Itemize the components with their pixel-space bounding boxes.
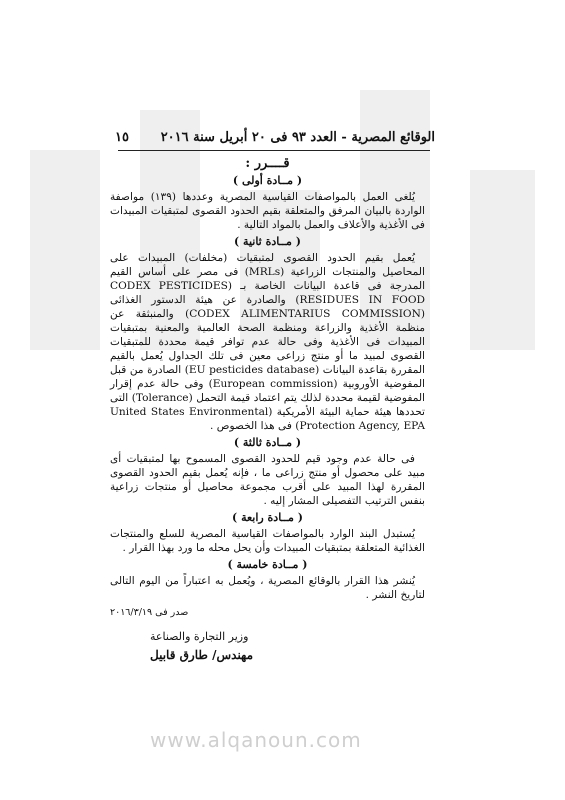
article-1-text: يُلغى العمل بالمواصفات القياسية المصرية وعددها (١٣٩) مواصفة الواردة بالبيان المرفق والمتعلقة بقيم الحدود القصوى لمتبقيات المبيدات فى الأغذية والأعلاف والعمل بالمواد التالية . (110, 191, 425, 231)
article-3-title: ( مــادة ثالثة ) (233, 436, 302, 449)
decides-heading: قــــرر : (245, 156, 290, 171)
page-number: ١٥ (115, 130, 129, 145)
header-title: الوقائع المصرية - العدد ٩٣ فى ٢٠ أبريل سنة ٢٠١٦ (160, 130, 435, 145)
signer-name: مهندس/ طارق قابيل (150, 648, 254, 662)
page-header (115, 130, 435, 150)
article-4-text: يُستبدل البند الوارد بالمواصفات القياسية المصرية للسلع والمنتجات الغذائية المتعلقة بمتبقيات المبيدات وأن يحل محله ما ورد بهذا القرار . (110, 528, 425, 554)
issue-date: صدر فى ٢٠١٦/٣/١٩ (110, 607, 189, 618)
article-3-text: فى حالة عدم وجود قيم للحدود القصوى المسموح بها لمتبقيات أى مبيد على محصول أو منتج زراعى ما ، فإنه يُعمل بقيم الحدود القصوى المقررة لهذا المبيد على أقرب مجموعة محاصيل أو منتجات زراعية بنفس الترتيب التفصيلى المشار إليه . (110, 453, 425, 507)
header-divider (118, 150, 430, 151)
watermark-url: www.alqanoun.com (150, 728, 362, 752)
article-2-text: يُعمل بقيم الحدود القصوى لمتبقيات (مخلفات) المبيدات على المحاصيل والمنتجات الزراعية (MRLs) فى مصر على أساس القيم المدرجة فى قاعدة البيانات الخاصة بـ (CODEX PESTICIDES RESIDUES IN FOOD) والصادرة عن هيئة الدستور الغذائى (CODEX ALIMENTARIUS COMMISSION) والمنبثقة عن منظمة الأغذية والزراعة ومنظمة الصحة العالمية والمعنية بمتبقيات المبيدات فى الأغذية وفى حالة عدم توافر قيمة محددة للمتبقيات القصوى لمبيد ما أو منتج زراعى معين فى تلك الجداول يُعمل بالقيم المقررة بقاعدة البيانات (EU pesticides database) الصادرة من قبل المفوضية الأوروبية (European commission) وفى حالة عدم إقرار المفوضية لقيمة محددة لذلك يتم اعتماد قيمة التحمل (Tolerance) التى تحددها هيئة حماية البيئة الأمريكية (United States Environmental Protection Agency, EPA) فى هذا الخصوص . (110, 252, 426, 432)
minister-title: وزير التجارة والصناعة (150, 630, 249, 643)
article-5-text: يُنشر هذا القرار بالوقائع المصرية ، ويُعمل به اعتباراً من اليوم التالى لتاريخ النشر . (110, 575, 425, 601)
article-5-title: ( مــادة خامسة ) (227, 558, 308, 571)
decree-body (110, 155, 425, 662)
article-1-title: ( مــادة أولى ) (232, 174, 303, 187)
signature-block (110, 630, 425, 662)
article-4-title: ( مــادة رابعة ) (232, 511, 303, 524)
article-2-title: ( مــادة ثانية ) (234, 235, 301, 248)
